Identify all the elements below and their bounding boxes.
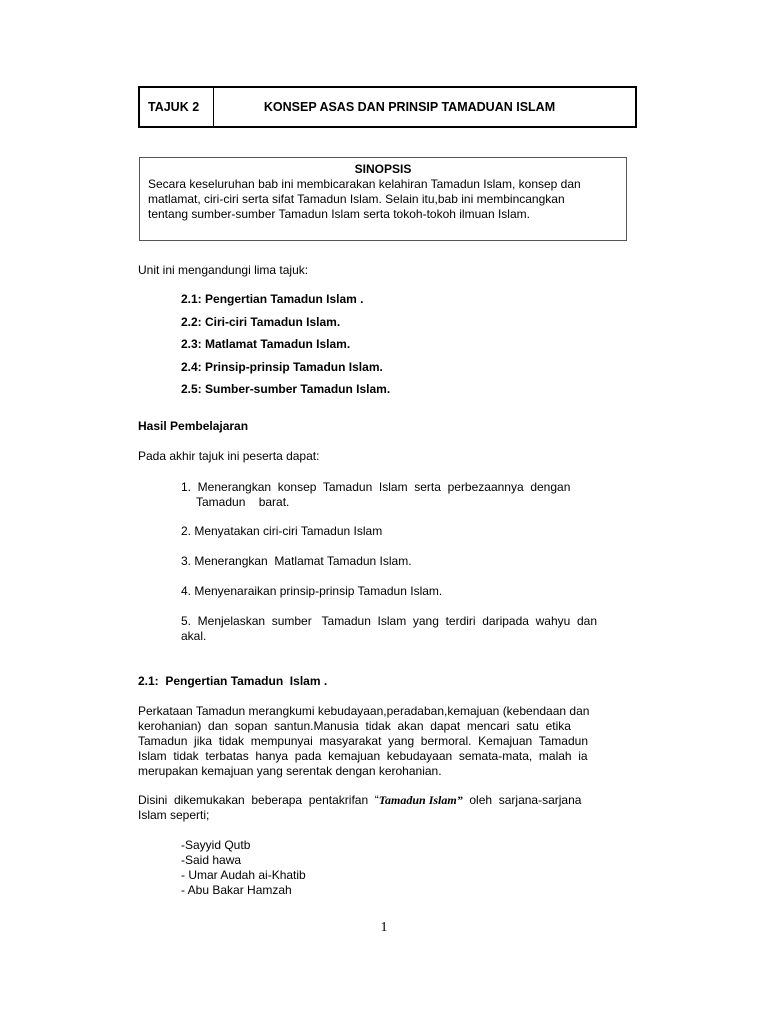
synopsis-box	[139, 157, 627, 241]
scholar-item: -Sayyid Qutb	[181, 838, 251, 852]
scholar-item: -Said hawa	[181, 853, 242, 867]
unit-item: 2.2: Ciri-ciri Tamadun Islam.	[181, 314, 341, 329]
definitions-paragraph	[138, 793, 630, 823]
definitions-lead: Disini dikemukakan beberapa pentakrifan “	[138, 793, 379, 807]
outcome-item	[181, 584, 630, 599]
definitions-tail: oleh sarjana-sarjana	[462, 793, 582, 807]
synopsis-line: Secara keseluruhan bab ini membicarakan kelahiran Tamadun Islam, konsep dan	[148, 177, 581, 191]
outcome-line: 3. Menerangkan Matlamat Tamadun Islam.	[181, 554, 412, 568]
unit-item: 2.4: Prinsip-prinsip Tamadun Islam.	[181, 359, 383, 374]
unit-list	[181, 292, 390, 405]
outcome-item	[181, 480, 630, 510]
page-number: 1	[380, 920, 388, 935]
outcome-line: Tamadun barat.	[196, 495, 290, 509]
topic-number: TAJUK 2	[140, 88, 214, 126]
topic-header-box	[138, 86, 637, 128]
section-heading: 2.1: Pengertian Tamadun Islam .	[138, 674, 328, 688]
outcomes-lead: Pada akhir tajuk ini peserta dapat:	[138, 449, 320, 463]
outcome-item	[181, 524, 630, 539]
definitions-term: Tamadun Islam”	[378, 793, 463, 807]
synopsis-text	[148, 177, 626, 222]
outcome-line: 4. Menyenaraikan prinsip-prinsip Tamadun Islam.	[181, 584, 443, 598]
unit-item: 2.3: Matlamat Tamadun Islam.	[181, 337, 351, 351]
paragraph-line	[138, 793, 630, 808]
paragraph-line: merupakan kemajuan yang serentak dengan kerohanian.	[138, 764, 442, 778]
outcome-line: 1. Menerangkan konsep Tamadun Islam serta perbezaannya dengan	[181, 480, 571, 494]
outcome-line: akal.	[181, 629, 207, 643]
outcome-line: 5. Menjelaskan sumber Tamadun Islam yang terdiri daripada wahyu dan	[181, 614, 597, 628]
outcome-line: 2. Menyatakan ciri-ciri Tamadun Islam	[181, 524, 383, 538]
paragraph-line: kerohanian) dan sopan santun.Manusia tidak akan dapat mencari satu etika	[138, 719, 571, 733]
section-paragraph	[138, 704, 630, 779]
units-intro: Unit ini mengandungi lima tajuk:	[138, 263, 309, 277]
paragraph-line: Islam tidak terbatas hanya pada kemajuan kebudayaan semata-mata, malah ia	[138, 749, 588, 763]
unit-item: 2.5: Sumber-sumber Tamadun Islam.	[181, 382, 391, 396]
paragraph-line: Perkataan Tamadun merangkumi kebudayaan,peradaban,kemajuan (kebendaan dan	[138, 704, 590, 718]
synopsis-heading: SINOPSIS	[354, 162, 412, 176]
paragraph-line: Tamadun jika tidak mempunyai masyarakat yang bermoral. Kemajuan Tamadun	[138, 734, 588, 748]
synopsis-line: matlamat, ciri-ciri serta sifat Tamadun Islam. Selain itu,bab ini membincangkan	[148, 192, 565, 206]
outcome-item	[181, 614, 630, 644]
topic-title: KONSEP ASAS DAN PRINSIP TAMADUAN ISLAM	[263, 99, 556, 114]
scholar-item: - Umar Audah ai-Khatib	[181, 868, 306, 882]
scholar-list	[181, 838, 306, 898]
outcome-item	[181, 554, 630, 569]
unit-item: 2.1: Pengertian Tamadun Islam .	[181, 292, 364, 306]
outcomes-heading: Hasil Pembelajaran	[138, 419, 249, 433]
synopsis-line: tentang sumber-sumber Tamadun Islam serta tokoh-tokoh ilmuan Islam.	[148, 207, 530, 221]
paragraph-line: Islam seperti;	[138, 808, 210, 822]
scholar-item: - Abu Bakar Hamzah	[181, 883, 292, 897]
